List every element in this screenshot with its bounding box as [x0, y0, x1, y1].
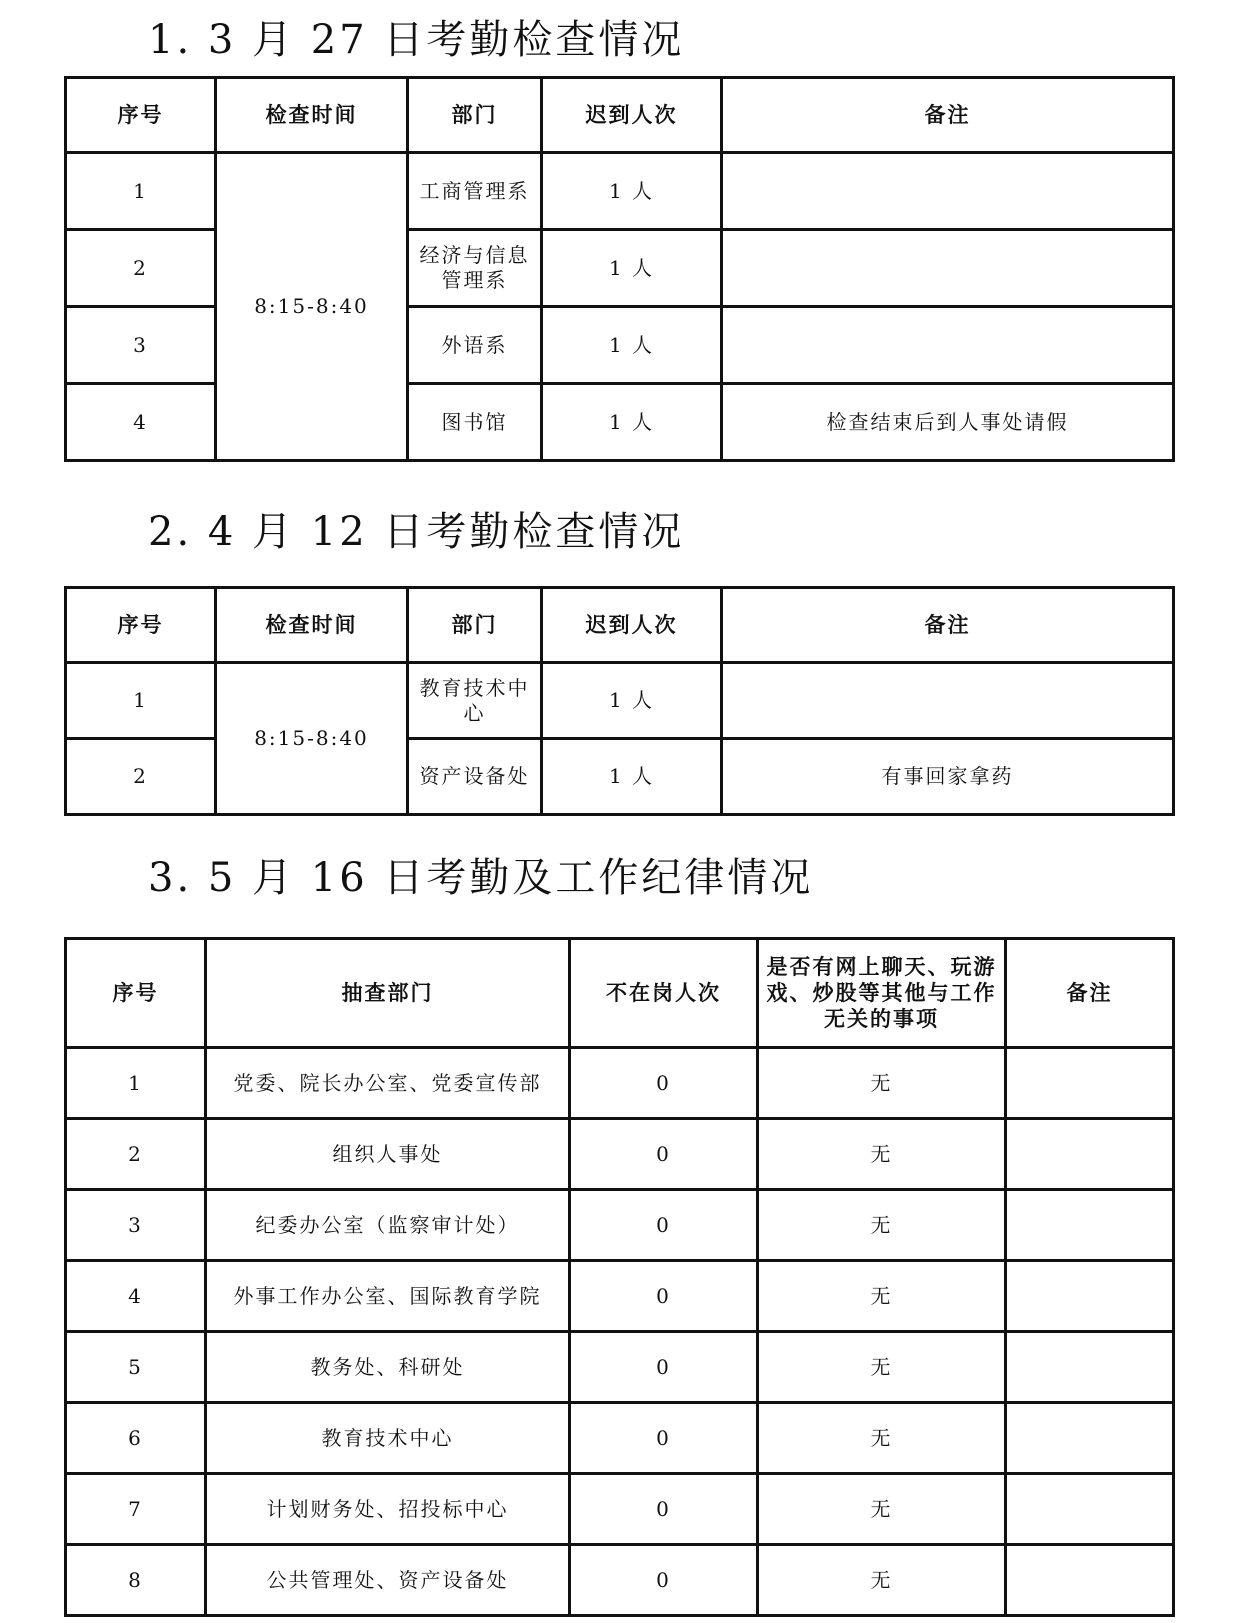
row-unrelated: 无 — [758, 1474, 1006, 1545]
row-department: 外语系 — [408, 307, 542, 384]
row-no: 2 — [66, 1119, 206, 1190]
header-unrelated-activities: 是否有网上聊天、玩游戏、炒股等其他与工作无关的事项 — [758, 939, 1006, 1048]
row-no: 6 — [66, 1403, 206, 1474]
attendance-table-apr12 — [64, 586, 1175, 816]
table-row — [66, 153, 1174, 230]
row-no: 3 — [66, 307, 216, 384]
row-late-count: 1 人 — [542, 307, 722, 384]
header-note: 备注 — [1006, 939, 1174, 1048]
row-unrelated: 无 — [758, 1545, 1006, 1616]
row-late-count: 1 人 — [542, 230, 722, 307]
row-department: 图书馆 — [408, 384, 542, 461]
row-no: 7 — [66, 1474, 206, 1545]
header-no: 序号 — [66, 939, 206, 1048]
row-department: 计划财务处、招投标中心 — [206, 1474, 570, 1545]
row-department: 党委、院长办公室、党委宣传部 — [206, 1048, 570, 1119]
table-row — [66, 1190, 1174, 1261]
row-unrelated: 无 — [758, 1119, 1006, 1190]
row-note — [1006, 1332, 1174, 1403]
row-department: 资产设备处 — [408, 739, 542, 815]
header-department: 部门 — [408, 588, 542, 663]
row-unrelated: 无 — [758, 1332, 1006, 1403]
row-note: 有事回家拿药 — [722, 739, 1174, 815]
row-absent-count: 0 — [570, 1190, 758, 1261]
section-2-title: 2. 4 月 12 日考勤检查情况 — [148, 509, 685, 555]
row-note — [1006, 1474, 1174, 1545]
row-absent-count: 0 — [570, 1474, 758, 1545]
row-no: 5 — [66, 1332, 206, 1403]
header-no: 序号 — [66, 78, 216, 153]
row-unrelated: 无 — [758, 1261, 1006, 1332]
row-note — [722, 307, 1174, 384]
table-row — [66, 663, 1174, 739]
row-note — [722, 153, 1174, 230]
row-late-count: 1 人 — [542, 663, 722, 739]
row-department: 公共管理处、资产设备处 — [206, 1545, 570, 1616]
table-row — [66, 1261, 1174, 1332]
row-note — [1006, 1545, 1174, 1616]
row-absent-count: 0 — [570, 1545, 758, 1616]
check-time: 8:15-8:40 — [216, 663, 408, 815]
table-header-row — [66, 939, 1174, 1048]
header-no: 序号 — [66, 588, 216, 663]
row-note — [1006, 1190, 1174, 1261]
row-unrelated: 无 — [758, 1048, 1006, 1119]
header-department: 部门 — [408, 78, 542, 153]
table-header-row — [66, 588, 1174, 663]
row-note — [1006, 1261, 1174, 1332]
row-absent-count: 0 — [570, 1261, 758, 1332]
row-late-count: 1 人 — [542, 153, 722, 230]
header-late-count: 迟到人次 — [542, 78, 722, 153]
header-note: 备注 — [722, 588, 1174, 663]
header-check-time: 检查时间 — [216, 78, 408, 153]
row-department: 工商管理系 — [408, 153, 542, 230]
check-time: 8:15-8:40 — [216, 153, 408, 461]
row-department: 教育技术中心 — [206, 1403, 570, 1474]
row-note — [1006, 1119, 1174, 1190]
row-note — [1006, 1048, 1174, 1119]
table-header-row — [66, 78, 1174, 153]
row-absent-count: 0 — [570, 1332, 758, 1403]
row-no: 1 — [66, 153, 216, 230]
row-no: 4 — [66, 1261, 206, 1332]
row-unrelated: 无 — [758, 1403, 1006, 1474]
row-department: 纪委办公室（监察审计处） — [206, 1190, 570, 1261]
table-row — [66, 1048, 1174, 1119]
row-no: 2 — [66, 739, 216, 815]
discipline-table-may16 — [64, 937, 1175, 1617]
header-check-time: 检查时间 — [216, 588, 408, 663]
header-late-count: 迟到人次 — [542, 588, 722, 663]
row-no: 4 — [66, 384, 216, 461]
row-no: 2 — [66, 230, 216, 307]
section-1-title: 1. 3 月 27 日考勤检查情况 — [148, 17, 685, 63]
table-row — [66, 1403, 1174, 1474]
row-department: 经济与信息管理系 — [408, 230, 542, 307]
row-no: 1 — [66, 663, 216, 739]
row-absent-count: 0 — [570, 1048, 758, 1119]
row-no: 1 — [66, 1048, 206, 1119]
row-no: 3 — [66, 1190, 206, 1261]
row-absent-count: 0 — [570, 1403, 758, 1474]
row-note — [1006, 1403, 1174, 1474]
header-note: 备注 — [722, 78, 1174, 153]
row-late-count: 1 人 — [542, 384, 722, 461]
header-inspected-department: 抽查部门 — [206, 939, 570, 1048]
row-department: 教务处、科研处 — [206, 1332, 570, 1403]
row-department: 组织人事处 — [206, 1119, 570, 1190]
row-unrelated: 无 — [758, 1190, 1006, 1261]
row-note — [722, 663, 1174, 739]
row-late-count: 1 人 — [542, 739, 722, 815]
section-3-title: 3. 5 月 16 日考勤及工作纪律情况 — [148, 855, 814, 901]
row-no: 8 — [66, 1545, 206, 1616]
table-row — [66, 1119, 1174, 1190]
row-absent-count: 0 — [570, 1119, 758, 1190]
header-absent-count: 不在岗人次 — [570, 939, 758, 1048]
table-row — [66, 1474, 1174, 1545]
attendance-table-mar27 — [64, 76, 1175, 462]
table-row — [66, 1332, 1174, 1403]
table-row — [66, 1545, 1174, 1616]
row-department: 外事工作办公室、国际教育学院 — [206, 1261, 570, 1332]
row-note: 检查结束后到人事处请假 — [722, 384, 1174, 461]
row-department: 教育技术中心 — [408, 663, 542, 739]
row-note — [722, 230, 1174, 307]
